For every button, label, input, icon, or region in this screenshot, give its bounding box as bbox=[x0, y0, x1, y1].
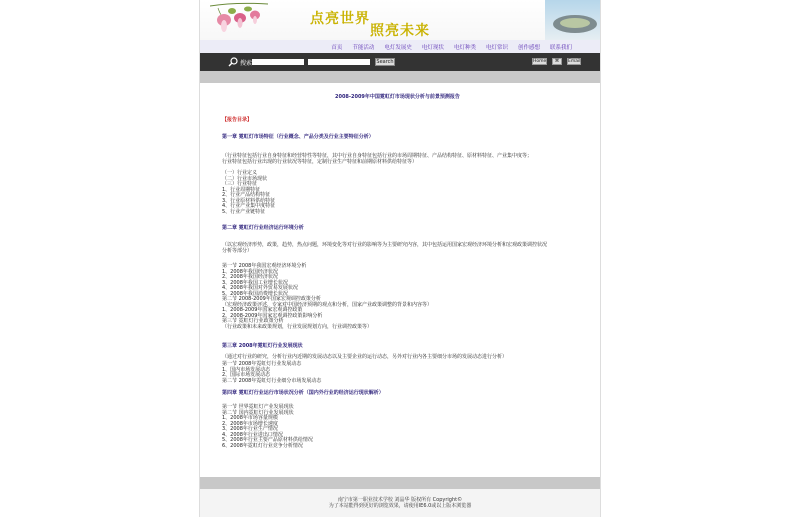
home-button[interactable]: Home bbox=[533, 59, 547, 64]
toc-label: 【报告目录】 bbox=[222, 117, 253, 123]
list-item: 1、2008年我国经济状况 bbox=[222, 268, 278, 275]
nav-item-lamp-types[interactable]: 电灯种类 bbox=[453, 44, 476, 51]
footer-copyright: 南宁市第一职业技术学校 刘晶华 版权所有 Copyright© bbox=[337, 497, 463, 503]
list-item: 2、行业产品结构特征 bbox=[222, 192, 271, 198]
list-item: 4、2008年我国对外贸易发展状况 bbox=[222, 285, 298, 291]
nav-item-home[interactable]: 首页 bbox=[331, 44, 343, 51]
list-item: 1、2008-2009年国家宏观调控政策 bbox=[222, 307, 303, 313]
flower-logo-icon bbox=[210, 2, 270, 38]
chapter-1-desc-2: 行业特征包括行业出现的行业状况等特征，定制行业生产特征和前期原材料供给特征等） bbox=[222, 158, 418, 165]
list-item: 第二节 2008-2009年国家宏观调控政策分析 bbox=[222, 296, 321, 302]
list-item: 3、2008年行业生产情况 bbox=[222, 426, 278, 432]
slogan-part2: 照亮未来 bbox=[370, 23, 430, 39]
list-item: 4、行业产业集中度特征 bbox=[222, 203, 276, 209]
list-item: 第一节 2008年霓虹灯行业发展动态 bbox=[222, 361, 302, 367]
chapter-4-heading: 第四章 霓虹灯行业运行市场状况分析（国内外行业的经济运行现状解析） bbox=[222, 390, 384, 396]
email-button[interactable]: Email bbox=[568, 59, 581, 64]
list-item: 第一节 世界霓虹灯产业发展现状 bbox=[222, 404, 294, 410]
list-item: 1、行业周期特征 bbox=[222, 186, 261, 193]
search-label: 搜索 bbox=[240, 60, 253, 67]
page bbox=[200, 0, 600, 517]
search-icon bbox=[228, 57, 238, 67]
chapter-3-desc: （通过对行业的研究，分析行业内近期的发展动态以及主要企业的运行动态，另外对行业内各主要细分市场的发展动态进行分析） bbox=[222, 354, 508, 360]
list-item: 2、2008年我国经济状况 bbox=[222, 274, 278, 280]
article-content bbox=[200, 83, 600, 477]
list-item: （宏观经济政策评述，专家对中国经济预期的观点和分析，国家产业政策调整的背景和内容等） bbox=[222, 301, 433, 308]
list-item: （一）行业定义 bbox=[222, 170, 258, 176]
footer bbox=[200, 489, 600, 517]
nav-item-contact[interactable]: 联系我们 bbox=[549, 44, 572, 51]
list-item: 3、行业原材料供给特征 bbox=[222, 197, 276, 204]
list-item: 2、国际市场发展动态 bbox=[222, 372, 271, 378]
chapter-1-heading: 第一章 霓虹灯市场特征（行业概念、产品分类及行业主要特征分析） bbox=[222, 134, 374, 140]
list-item: （三）行业特征 bbox=[222, 181, 258, 187]
list-item: 1、国内市场发展动态 bbox=[222, 366, 271, 373]
chapter-2-heading: 第二章 霓虹灯行业经济运行环境分析 bbox=[222, 225, 304, 231]
stadium-image bbox=[545, 0, 600, 40]
list-item: 6、2008年霓虹灯行业竞争分析情况 bbox=[222, 442, 303, 449]
list-item: 第二节 2008年霓虹灯行业细分市场发展动态 bbox=[222, 377, 322, 384]
nav-item-energy-activities[interactable]: 节能活动 bbox=[352, 44, 375, 51]
list-item: 第三节 霓虹灯行业政策分析 bbox=[222, 318, 284, 324]
nav-item-thoughts[interactable]: 创作感想 bbox=[517, 44, 540, 51]
list-item: 5、2008年行业主要产品原材料供给情况 bbox=[222, 437, 313, 443]
list-item: 第一节 2008年我国宏观经济环境分析 bbox=[222, 263, 307, 269]
footer-browser-note: 为了本站能得到更好的浏览效果，请使用IE6.0或以上版本浏览器 bbox=[328, 503, 472, 509]
slogan-part1: 点亮世界 bbox=[310, 11, 370, 27]
chapter-2-desc-1: （以宏观经济形势，政策，趋势，热点问题，环境变化等对行业的影响等为主要研究内容，其中包括运用国家宏观经济环境分析和宏观政策调控状况 bbox=[222, 242, 548, 248]
nav-item-lamp-history[interactable]: 电灯发展史 bbox=[384, 44, 412, 51]
article-title: 2008-2009年中国霓虹灯市场现状分析与前景预测报告 bbox=[335, 94, 460, 100]
list-item: 5、行业产业链特征 bbox=[222, 208, 266, 215]
search-toolbar bbox=[200, 53, 600, 71]
list-item: （二）行业市场现状 bbox=[222, 175, 268, 182]
list-item: 1、2008年市场容量规模 bbox=[222, 415, 278, 421]
nav-bar bbox=[200, 40, 600, 53]
nav-item-lamp-status[interactable]: 电灯现状 bbox=[421, 44, 444, 51]
search-input[interactable] bbox=[252, 59, 304, 65]
list-item: 2、2008年市场增长速度 bbox=[222, 420, 278, 427]
list-item: （行业政策和未来政策规划，行业发展规划方向，行业调控政策等） bbox=[222, 323, 373, 330]
search-button[interactable]: Search bbox=[376, 59, 394, 65]
chapter-2-desc-2: 分析等部分） bbox=[222, 247, 253, 254]
bookmark-button[interactable]: ⌘ bbox=[552, 58, 562, 65]
list-item: 5、2008年我国消费增长状况 bbox=[222, 290, 288, 297]
footer-divider bbox=[200, 477, 600, 489]
divider-bar bbox=[200, 71, 600, 83]
list-item: 3、2008年我国工业增长状况 bbox=[222, 279, 288, 286]
list-item: 第二节 国内霓虹灯行业发展现状 bbox=[222, 409, 294, 416]
banner bbox=[200, 0, 600, 40]
chapter-1-desc-1: （行业特征包括行业自身特征和经营特性等特征，其中行业自身特征包括行业的市场周期特征、产品结构特征、原材料特征、产业集中度等； bbox=[222, 153, 533, 159]
chapter-3-heading: 第三章 2008年霓虹灯行业发展现状 bbox=[222, 343, 303, 349]
list-item: 2、2008-2009年国家宏观调控政策影响分析 bbox=[222, 312, 323, 319]
nav-item-lamp-knowledge[interactable]: 电灯常识 bbox=[485, 44, 508, 51]
list-item: 4、2008年行业进出口情况 bbox=[222, 431, 283, 438]
search-category-input[interactable] bbox=[308, 59, 370, 65]
